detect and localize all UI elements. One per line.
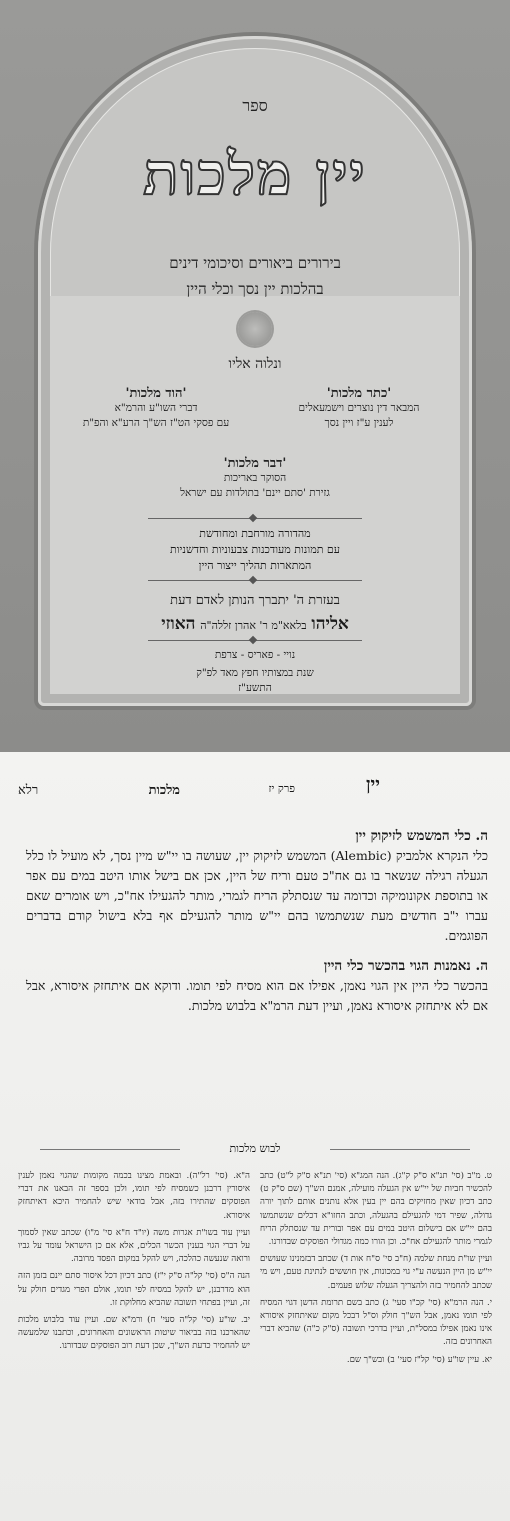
running-head-yayin: יין (365, 774, 380, 795)
footnote-divider (40, 1142, 470, 1156)
keter-malchut-line-1: המבאר דין נוצרים וישמעאלים (298, 402, 420, 414)
cover-medallion-emblem (238, 312, 272, 346)
book-cover (0, 0, 510, 752)
cover-year-line-1: שנת במצותיו חפץ מאד לפ"ק (196, 667, 314, 679)
cover-year-line-2: התשע"ז (238, 682, 272, 694)
cover-col-keter-malchut (264, 386, 454, 431)
cover-sefer-label: ספר (242, 96, 268, 115)
cover-edition-line-1: מהדורה מורחבת ומחודשת (199, 527, 311, 540)
davar-malchut-line-1: הסוקר באריכות (223, 472, 287, 484)
section-2-text: בהכשר כלי היין אין הגוי נאמן, אפילו אם הוא מסיח לפי תומו. ודוקא אם איתחזק איסורא, אבל אם לא איתחזק איסורא נאמן, ועיין דעת הרמ"א בלבוש מלכות. (26, 978, 488, 1013)
running-head-malchut: מלכות (148, 783, 180, 798)
hod-malchut-title: 'הוד מלכות' (125, 386, 187, 401)
cover-attached-label: ונלוה אליו (228, 356, 282, 372)
footnote-divider-label: לבוש מלכות (223, 1142, 286, 1155)
section-1-heading: ה. כלי המשמש לזיקוק יין (355, 828, 488, 844)
footnote-columns (18, 1170, 492, 1511)
cover-subtitle-1: בירורים ביאורים וסיכומי דינים (169, 254, 341, 272)
davar-malchut-title: 'דבר מלכות' (223, 456, 287, 471)
hod-malchut-line-1: דברי השו"ע והרמ"א (114, 402, 198, 414)
cover-edition-line-2: עם תמונות מעודכנות צבעוניות וחדשניות (169, 543, 341, 556)
cover-cities: נויי - פאריס - צרפת (214, 649, 296, 661)
page-number: רלא (18, 783, 39, 798)
cover-col-davar-malchut (125, 456, 385, 501)
keter-malchut-line-2: לענין ע"ז ויין נסך (324, 417, 394, 429)
cover-author (38, 614, 472, 634)
cover-divider-3 (148, 640, 362, 641)
cover-divider-1 (148, 518, 362, 519)
cover-arch-frame (38, 36, 472, 706)
section-1-text: כלי הנקרא אלמביק (Alembic) המשמש לזיקוק יין, שעושה בו יי"ש מיין נסך, לא מועיל לו כלל הגעלה רגילה שנשאר בו גם אח"כ טעם וריח של היין, אכן אם בישל אותו היטב במים עם אפר או בתוספת אקונומיקה וכדומה עד שנסתלק הריח לגמרי, מותר להגעילו אח"כ, ויש אומרים שאם עברו י"ב חודשים מעת שנשתמשו בהם יי"ש מותר להגעילם אף בלא בישול קודם בדברים הפוגמים. (26, 848, 489, 943)
footnote-column-left (18, 1170, 250, 1511)
author-patronym: בלאא"מ ר' אהרן זללה"ה (200, 619, 307, 632)
footnote-paragraph: ועיין עוד בשו"ת אגרות משה (יו"ד ח"א סי' מ"ו) שכתב שאין לסמוך על דברי הגוי בענין הכשר הכלים, אלא אם כן הישראל עומד על גביו ורואה שנעשה כהלכה, ויש להקל במקום הפסד מרובה. (18, 1227, 250, 1265)
footnote-column-right (260, 1170, 492, 1511)
section-2-heading: ה. נאמנות הגוי בהכשר כלי היין (323, 958, 488, 974)
author-first-name: אליהו (311, 614, 349, 634)
hod-malchut-line-2: עם פסקי הט"ז הש"ך הרע"א והפ"ת (82, 417, 230, 429)
footnote-paragraph: יא. עיין שו"ע (סי' קל"ז סעי' ב) ובש"ך שם. (346, 1354, 492, 1365)
book-page (0, 752, 510, 1521)
running-head (0, 774, 510, 802)
footnote-paragraph: ועיין שו"ת מנחת שלמה (ח"ב סי' ס"ח אות ד) שכתב דבזמנינו שעושים יי"ש מן היין הנעשה ע"י גוי במכונות, אין חוששים לנתינת טעם, ויש מי שכתב להחמיר בזה ולהצריך הגעלה שלוש פעמים. (260, 1254, 492, 1291)
davar-malchut-line-2: גזירת 'סתם יינם' בתולדות עם ישראל (180, 487, 330, 499)
running-head-chapter: פרק יז (268, 782, 295, 795)
cover-author-intro: בעזרת ה' יתברך הנותן לאדם דעת (170, 593, 340, 608)
book-title: יין מלכות (143, 140, 367, 208)
footnote-paragraph: ט. מ"ב (סי' תנ"א ס"ק ק"ג). הנה המג"א (סי' תנ"א ס"ק ל"ט) כתב להכשיר חביות של יי"ש אין הגעלה מועילה, אמנם הש"ך (שם ס"ק ט) כתב דכיון שאין מחזיקים בהם יין בעין אלא נותנים אותם לתוך יורה גדולה, שפיר דמי להגעילם בהגעלה, וכתב החזו"א דכלים שנשתמשו בהם יי"ש אם בישלום היטב במים עם אפר ובורית עד שנסתלק הריח לגמרי מותר להגעילם אח"כ. וכן הורו כמה מגדולי הפוסקים שבדורנו. (260, 1171, 492, 1248)
footnote-paragraph: י. הנה הרמ"א (סי' קכ"ו סעי' ג) כתב בשם תרומת הדשן דגוי המסיח לפי תומו נאמן, אבל הש"ך חולק וס"ל דבכל מקום שאיתחזק איסורא אינו נאמן אפילו במסל"ת, ועיין בדרכי תשובה (ס"ק כ"ה) שהביא דברי האחרונים בזה. (260, 1297, 492, 1348)
footnote-paragraph: יב. שו"ע (סי' קל"ה סעי' ח) ורמ"א שם. ועיין עוד בלבוש מלכות שהארכנו בזה בביאור שיטות הראשונים והאחרונים, וכתבנו שלמעשה יש להחמיר כדעת הש"ך, שכן דעת רוב הפוסקים שבדורנו. (18, 1315, 250, 1352)
main-text (26, 820, 488, 1016)
cover-divider-2 (148, 580, 362, 581)
footnote-paragraph: ה"א. (סי' רל"ה). ובאמת מצינו בכמה מקומות שהגוי נאמן לענין איסורין דרבנן כשמסיח לפי תומו, ולכן בספר זה הבאנו את דברי הפוסקים שהתירו בזה, אבל בודאי שיש להחמיר היכא דאיתחזק איסורא. (18, 1171, 250, 1221)
cover-subtitle-2: בהלכות יין נסך וכלי היין (186, 280, 324, 298)
cover-edition-line-3: המתארות תהליך ייצור היין (198, 559, 312, 572)
cover-col-hod-malchut (56, 386, 256, 431)
footnote-paragraph: הנה ה"ס (סי' קל"ה ס"ק י"ז) כתב דכיון דכל איסור סתם יינם בזמן הזה הוא מדרבנן, יש להקל במסיח לפי תומו, אולם הפרי מגדים חולק על זה, ועיין בפתחי תשובה שהביא מחלוקת זו. (18, 1271, 250, 1308)
author-surname: האוזי (161, 614, 196, 634)
keter-malchut-title: 'כתר מלכות' (326, 386, 392, 401)
